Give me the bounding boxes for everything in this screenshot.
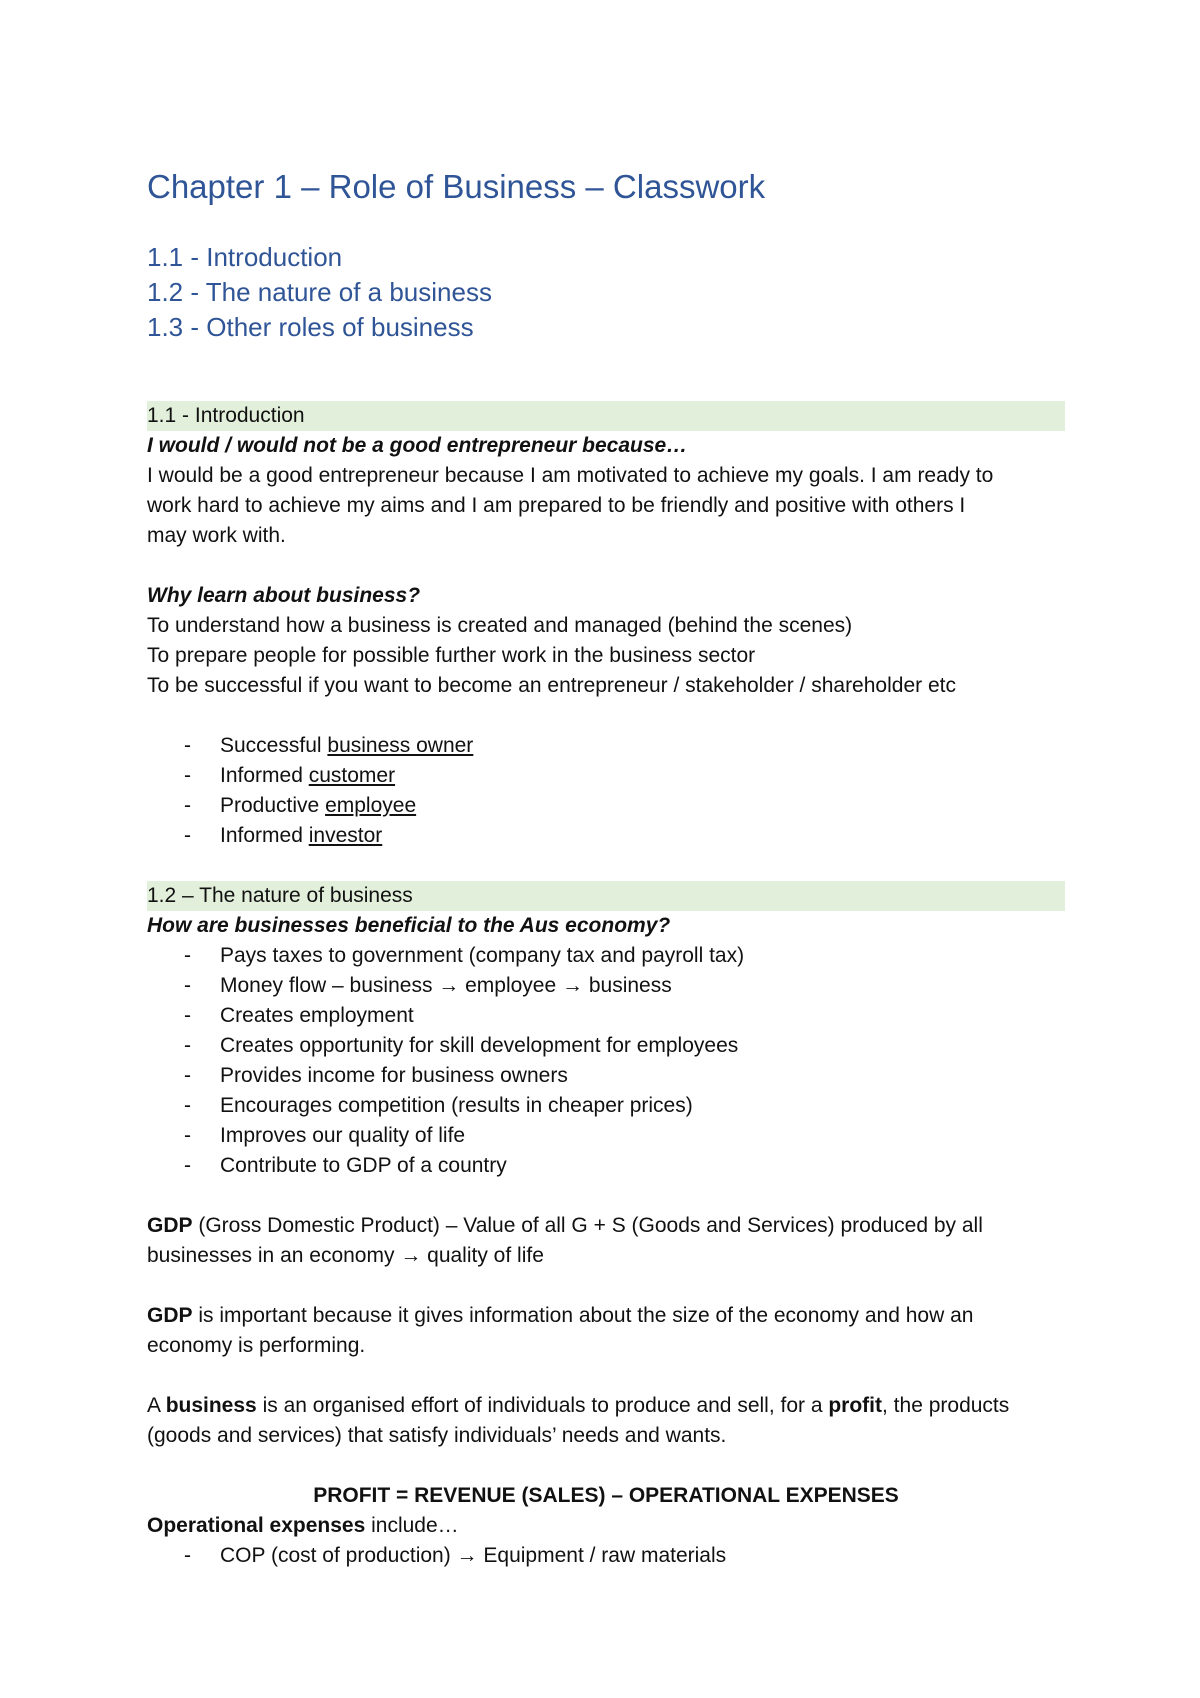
role-term: employee <box>325 794 417 817</box>
why-line: To understand how a business is created and managed (behind the scenes) <box>147 614 853 637</box>
list-item <box>147 731 1065 761</box>
role-prefix: Productive <box>220 794 326 817</box>
table-of-contents <box>147 240 492 345</box>
opex-text: include… <box>365 1514 459 1537</box>
gdp-definition-line2: businesses in an economy → quality of life <box>147 1244 544 1267</box>
gdp-definition <box>147 1211 1065 1241</box>
role-term: investor <box>308 824 383 847</box>
why-heading: Why learn about business? <box>147 584 421 607</box>
gdp-importance-text: is important because it gives information about the size of the economy and how an <box>192 1304 974 1327</box>
bullet-dash: - <box>184 1124 191 1147</box>
bullet-dash: - <box>184 1094 191 1117</box>
list-item <box>147 821 1065 851</box>
profit-term: profit <box>828 1394 883 1417</box>
gdp-term: GDP <box>147 1304 193 1327</box>
section-question: I would / would not be a good entrepreneur because… <box>147 434 688 457</box>
role-prefix: Informed <box>220 764 309 787</box>
gdp-importance-line2: economy is performing. <box>147 1334 366 1357</box>
bullet-dash: - <box>184 824 191 847</box>
definition-text: is an organised effort of individuals to produce and sell, for a <box>256 1394 829 1417</box>
benefit-text: Provides income for business owners <box>220 1064 568 1087</box>
benefit-text: Encourages competition (results in cheaper prices) <box>220 1094 693 1117</box>
business-definition <box>147 1391 1065 1421</box>
answer-line: I would be a good entrepreneur because I am motivated to achieve my goals. I am ready to <box>147 464 994 487</box>
list-item <box>147 1001 1065 1031</box>
answer-line: may work with. <box>147 524 286 547</box>
bullet-dash: - <box>184 1154 191 1177</box>
benefit-text: Pays taxes to government (company tax and payroll tax) <box>220 944 745 967</box>
role-prefix: Successful <box>220 734 328 757</box>
section-introduction <box>147 401 1065 851</box>
toc-item[interactable]: 1.3 - Other roles of business <box>147 312 474 342</box>
benefit-text: Money flow – business → employee → business <box>220 974 672 997</box>
opex-term: Operational expenses <box>147 1514 366 1537</box>
bullet-dash: - <box>184 734 191 757</box>
bullet-dash: - <box>184 1034 191 1057</box>
list-item <box>147 1121 1065 1151</box>
bullet-dash: - <box>184 764 191 787</box>
list-item <box>147 1091 1065 1121</box>
why-line: To prepare people for possible further work in the business sector <box>147 644 756 667</box>
list-item <box>147 761 1065 791</box>
toc-item[interactable]: 1.2 - The nature of a business <box>147 277 492 307</box>
benefit-text: Creates employment <box>220 1004 414 1027</box>
section-nature-of-business <box>147 881 1065 1571</box>
bullet-dash: - <box>184 1004 191 1027</box>
opex-item-text: COP (cost of production) → Equipment / raw materials <box>220 1544 727 1567</box>
bullet-dash: - <box>184 794 191 817</box>
list-item <box>147 1541 1065 1571</box>
business-term: business <box>165 1394 257 1417</box>
gdp-term: GDP <box>147 1214 193 1237</box>
benefit-text: Contribute to GDP of a country <box>220 1154 507 1177</box>
list-item <box>147 971 1065 1001</box>
benefit-text: Creates opportunity for skill development for employees <box>220 1034 739 1057</box>
role-term: customer <box>308 764 396 787</box>
toc-item[interactable]: 1.1 - Introduction <box>147 242 343 272</box>
list-item <box>147 1061 1065 1091</box>
section-heading: 1.2 – The nature of business <box>147 881 1065 911</box>
profit-formula: PROFIT = REVENUE (SALES) – OPERATIONAL EXPENSES <box>313 1484 899 1507</box>
list-item <box>147 1031 1065 1061</box>
bullet-dash: - <box>184 944 191 967</box>
page-title: Chapter 1 – Role of Business – Classwork <box>147 168 766 205</box>
definition-article: A <box>147 1394 166 1417</box>
section-heading: 1.1 - Introduction <box>147 401 1065 431</box>
section-question: How are businesses beneficial to the Aus economy? <box>147 914 671 937</box>
role-prefix: Informed <box>220 824 309 847</box>
list-item <box>147 941 1065 971</box>
definition-end: , the products <box>882 1394 1010 1417</box>
opex-heading <box>147 1511 1065 1541</box>
gdp-importance <box>147 1301 1065 1331</box>
bullet-dash: - <box>184 1544 191 1567</box>
list-item <box>147 1151 1065 1181</box>
role-term: business owner <box>327 734 474 757</box>
answer-line: work hard to achieve my aims and I am prepared to be friendly and positive with others I <box>147 494 966 517</box>
benefit-text: Improves our quality of life <box>220 1124 466 1147</box>
gdp-definition-text: (Gross Domestic Product) – Value of all G + S (Goods and Services) produced by all <box>192 1214 983 1237</box>
bullet-dash: - <box>184 1064 191 1087</box>
bullet-dash: - <box>184 974 191 997</box>
list-item <box>147 791 1065 821</box>
why-line: To be successful if you want to become an entrepreneur / stakeholder / shareholder etc <box>147 674 956 697</box>
business-definition-line2: (goods and services) that satisfy individuals’ needs and wants. <box>147 1424 727 1447</box>
